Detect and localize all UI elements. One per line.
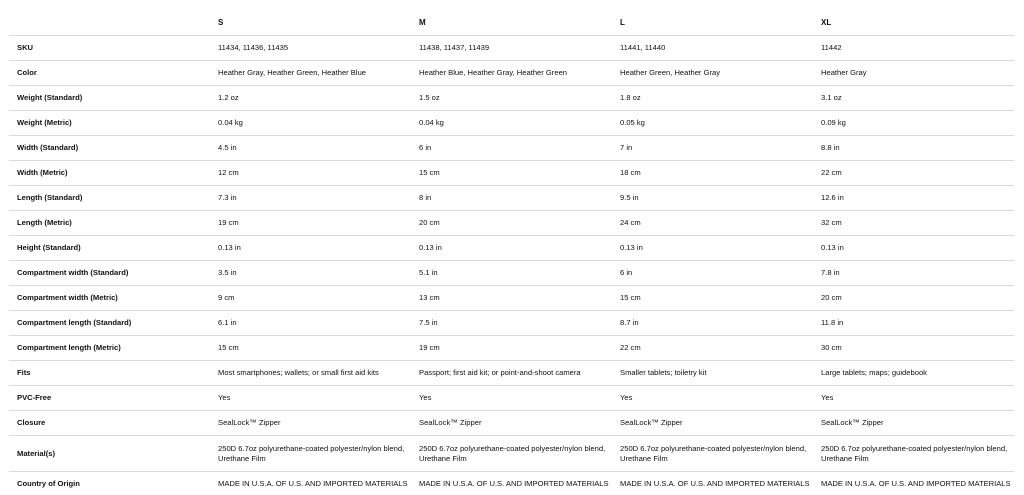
table-row <box>9 36 1014 61</box>
row-label: PVC-Free <box>9 386 210 411</box>
table-cell: 22 cm <box>612 336 813 361</box>
table-cell: 11441, 11440 <box>612 36 813 61</box>
table-cell: 11434, 11436, 11435 <box>210 36 411 61</box>
row-label: SKU <box>9 36 210 61</box>
table-cell: 7.5 in <box>411 311 612 336</box>
table-row <box>9 61 1014 86</box>
row-label: Length (Standard) <box>9 186 210 211</box>
table-row <box>9 472 1014 495</box>
table-cell: 18 cm <box>612 161 813 186</box>
row-label: Compartment width (Metric) <box>9 286 210 311</box>
table-cell: 24 cm <box>612 211 813 236</box>
row-label: Color <box>9 61 210 86</box>
row-label: Width (Metric) <box>9 161 210 186</box>
table-cell: 0.09 kg <box>813 111 1014 136</box>
table-row <box>9 136 1014 161</box>
table-cell: 0.04 kg <box>210 111 411 136</box>
table-cell: 6 in <box>612 261 813 286</box>
size-header: XL <box>813 10 1014 36</box>
table-cell: 20 cm <box>813 286 1014 311</box>
row-label: Weight (Metric) <box>9 111 210 136</box>
table-row <box>9 311 1014 336</box>
row-label: Weight (Standard) <box>9 86 210 111</box>
table-cell: MADE IN U.S.A. OF U.S. AND IMPORTED MATERIALS <box>612 472 813 495</box>
row-label: Closure <box>9 411 210 436</box>
table-cell: 0.13 in <box>813 236 1014 261</box>
table-cell: Heather Green, Heather Gray <box>612 61 813 86</box>
row-label: Width (Standard) <box>9 136 210 161</box>
table-cell: 13 cm <box>411 286 612 311</box>
table-row <box>9 436 1014 472</box>
table-cell: 20 cm <box>411 211 612 236</box>
row-label: Compartment width (Standard) <box>9 261 210 286</box>
table-cell: 0.13 in <box>210 236 411 261</box>
table-cell: 1.8 oz <box>612 86 813 111</box>
table-row <box>9 286 1014 311</box>
table-cell: 12 cm <box>210 161 411 186</box>
table-cell: 0.13 in <box>612 236 813 261</box>
table-cell: Large tablets; maps; guidebook <box>813 361 1014 386</box>
table-cell: 7 in <box>612 136 813 161</box>
header-spacer <box>9 10 210 36</box>
table-row <box>9 211 1014 236</box>
table-row <box>9 386 1014 411</box>
row-label: Compartment length (Standard) <box>9 311 210 336</box>
table-cell: 11.8 in <box>813 311 1014 336</box>
table-cell: 250D 6.7oz polyurethane-coated polyester/nylon blend, Urethane Film <box>411 436 612 472</box>
table-cell: 8.8 in <box>813 136 1014 161</box>
table-cell: Heather Gray, Heather Green, Heather Blue <box>210 61 411 86</box>
table-cell: MADE IN U.S.A. OF U.S. AND IMPORTED MATERIALS <box>813 472 1014 495</box>
table-row <box>9 86 1014 111</box>
table-cell: Yes <box>411 386 612 411</box>
row-label: Country of Origin <box>9 472 210 495</box>
size-header: S <box>210 10 411 36</box>
table-cell: 1.2 oz <box>210 86 411 111</box>
table-cell: 6 in <box>411 136 612 161</box>
table-cell: 4.5 in <box>210 136 411 161</box>
table-cell: 1.5 oz <box>411 86 612 111</box>
table-cell: Passport; first aid kit; or point-and-shoot camera <box>411 361 612 386</box>
table-row <box>9 336 1014 361</box>
table-cell: 7.8 in <box>813 261 1014 286</box>
table-cell: MADE IN U.S.A. OF U.S. AND IMPORTED MATERIALS <box>210 472 411 495</box>
table-cell: 9.5 in <box>612 186 813 211</box>
table-cell: 22 cm <box>813 161 1014 186</box>
row-label: Height (Standard) <box>9 236 210 261</box>
spec-table-body <box>9 36 1014 495</box>
spec-table <box>9 10 1014 495</box>
table-cell: 3.5 in <box>210 261 411 286</box>
table-cell: 3.1 oz <box>813 86 1014 111</box>
table-cell: Heather Gray <box>813 61 1014 86</box>
table-cell: 15 cm <box>612 286 813 311</box>
table-cell: 250D 6.7oz polyurethane-coated polyester/nylon blend, Urethane Film <box>813 436 1014 472</box>
table-cell: 12.6 in <box>813 186 1014 211</box>
table-cell: 0.13 in <box>411 236 612 261</box>
table-cell: SealLock™ Zipper <box>411 411 612 436</box>
table-cell: SealLock™ Zipper <box>813 411 1014 436</box>
table-cell: Yes <box>210 386 411 411</box>
table-row <box>9 111 1014 136</box>
table-cell: 30 cm <box>813 336 1014 361</box>
table-cell: 11442 <box>813 36 1014 61</box>
table-cell: 8 in <box>411 186 612 211</box>
table-cell: 7.3 in <box>210 186 411 211</box>
size-header: L <box>612 10 813 36</box>
table-cell: 32 cm <box>813 211 1014 236</box>
table-cell: Smaller tablets; toiletry kit <box>612 361 813 386</box>
table-row <box>9 361 1014 386</box>
table-cell: Most smartphones; wallets; or small first aid kits <box>210 361 411 386</box>
table-cell: 8.7 in <box>612 311 813 336</box>
row-label: Material(s) <box>9 436 210 472</box>
table-row <box>9 261 1014 286</box>
table-cell: MADE IN U.S.A. OF U.S. AND IMPORTED MATERIALS <box>411 472 612 495</box>
table-row <box>9 161 1014 186</box>
table-row <box>9 236 1014 261</box>
table-cell: 15 cm <box>210 336 411 361</box>
size-header-row <box>9 10 1014 36</box>
table-cell: 9 cm <box>210 286 411 311</box>
table-cell: Yes <box>612 386 813 411</box>
table-cell: SealLock™ Zipper <box>612 411 813 436</box>
table-cell: 19 cm <box>411 336 612 361</box>
table-cell: 19 cm <box>210 211 411 236</box>
table-cell: 5.1 in <box>411 261 612 286</box>
table-row <box>9 411 1014 436</box>
table-cell: 250D 6.7oz polyurethane-coated polyester/nylon blend, Urethane Film <box>612 436 813 472</box>
table-cell: Heather Blue, Heather Gray, Heather Green <box>411 61 612 86</box>
table-row <box>9 186 1014 211</box>
table-cell: 250D 6.7oz polyurethane-coated polyester/nylon blend, Urethane Film <box>210 436 411 472</box>
table-cell: 0.05 kg <box>612 111 813 136</box>
table-cell: SealLock™ Zipper <box>210 411 411 436</box>
row-label: Length (Metric) <box>9 211 210 236</box>
table-cell: Yes <box>813 386 1014 411</box>
table-cell: 11438, 11437, 11439 <box>411 36 612 61</box>
table-cell: 0.04 kg <box>411 111 612 136</box>
row-label: Fits <box>9 361 210 386</box>
size-header: M <box>411 10 612 36</box>
table-cell: 15 cm <box>411 161 612 186</box>
table-cell: 6.1 in <box>210 311 411 336</box>
row-label: Compartment length (Metric) <box>9 336 210 361</box>
